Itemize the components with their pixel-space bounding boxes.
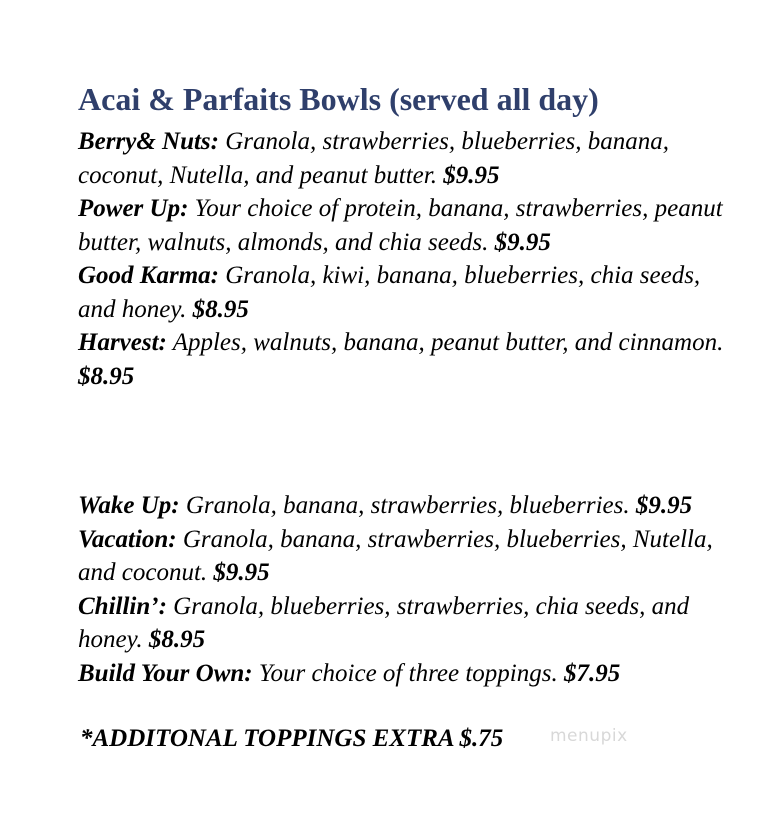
menu-item-chillin [78, 590, 738, 657]
menu-item-vacation [78, 523, 738, 590]
item-name: Build Your Own: [78, 659, 253, 687]
item-price: $8.95 [148, 626, 206, 653]
item-name: Harvest: [78, 329, 167, 356]
item-price: $9.95 [443, 161, 500, 189]
item-name: Good Karma: [78, 262, 219, 289]
item-description: Granola, banana, strawberries, blueberries, Nutella, and coconut. [78, 525, 713, 586]
item-description: Granola, strawberries, blueberries, banana, coconut, Nutella, and peanut butter. [78, 128, 669, 189]
item-description: Granola, banana, strawberries, blueberries. [185, 492, 630, 519]
additional-toppings-note: *ADDITONAL TOPPINGS EXTRA $.75 [80, 725, 504, 752]
watermark: menupix [550, 726, 628, 746]
item-description: Your choice of protein, banana, strawberries, peanut butter, walnuts, almonds, and chia seeds. [78, 195, 723, 256]
item-price: $8.95 [192, 295, 249, 323]
item-price: $9.95 [213, 559, 270, 586]
menu-group-2 [78, 489, 738, 690]
menu-title: Acai & Parfaits Bowls (served all day) [78, 81, 599, 117]
item-description: Your choice of three toppings. [258, 659, 558, 687]
menu-item-harvest [78, 326, 738, 393]
menu-group-1 [78, 125, 738, 393]
item-description: Apples, walnuts, banana, peanut butter, and cinnamon. [172, 329, 724, 356]
menu-item-wake-up [78, 489, 738, 523]
item-price: $9.95 [635, 492, 693, 519]
item-price: $8.95 [78, 362, 135, 390]
menu-item-build-your-own [78, 657, 738, 691]
item-name: Power Up: [78, 195, 189, 222]
menu-item-good-karma [78, 259, 738, 326]
item-name: Vacation: [78, 525, 177, 553]
menu-item-power-up [78, 192, 738, 259]
item-description: Granola, blueberries, strawberries, chia seeds, and honey. [78, 592, 690, 653]
item-price: $7.95 [563, 659, 621, 687]
item-price: $9.95 [494, 228, 551, 256]
item-name: Chillin’: [78, 592, 167, 620]
item-name: Wake Up: [78, 492, 180, 519]
menu-item-berry-nuts [78, 125, 738, 192]
item-description: Granola, kiwi, banana, blueberries, chia seeds, and honey. [78, 262, 701, 323]
item-name: Berry& Nuts: [78, 128, 219, 155]
